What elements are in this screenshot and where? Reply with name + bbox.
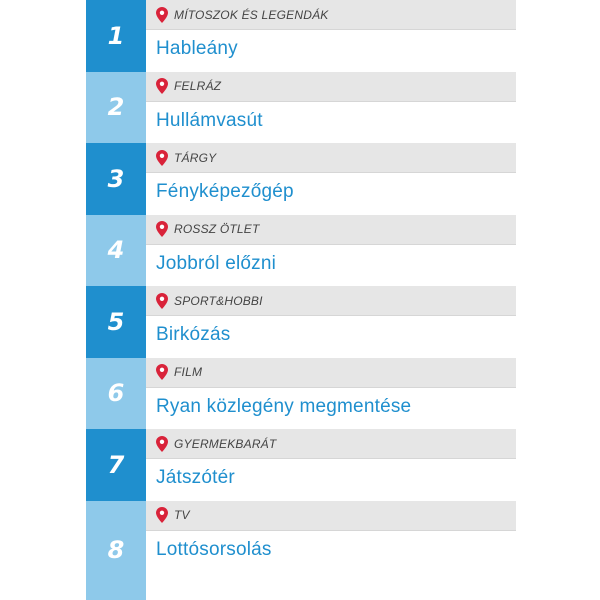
map-pin-icon <box>156 221 168 237</box>
answer-text: Ryan közlegény megmentése <box>156 395 412 417</box>
list-item <box>86 0 516 72</box>
category-label: TV <box>174 508 190 522</box>
item-number: 6 <box>86 358 146 430</box>
list-item <box>86 358 516 430</box>
category-label: FILM <box>174 365 203 379</box>
category-bar <box>146 358 516 388</box>
map-pin-icon <box>156 364 168 380</box>
category-label: ROSSZ ÖTLET <box>174 222 260 236</box>
answer-text: Hullámvasút <box>156 109 263 131</box>
category-label: TÁRGY <box>174 150 217 165</box>
category-bar <box>146 215 516 245</box>
category-bar <box>146 72 516 102</box>
category-label: MÍTOSZOK ÉS LEGENDÁK <box>174 7 329 22</box>
item-number: 4 <box>86 215 146 287</box>
answer-card <box>86 0 516 600</box>
map-pin-icon <box>156 436 168 452</box>
answer-text: Fényképezőgép <box>156 181 294 202</box>
category-bar <box>146 286 516 316</box>
map-pin-icon <box>156 78 168 94</box>
item-number: 2 <box>86 72 146 144</box>
map-pin-icon <box>156 507 168 523</box>
category-bar <box>146 0 516 30</box>
map-pin-icon <box>156 293 168 309</box>
item-number: 3 <box>86 143 146 215</box>
list-item <box>86 143 516 215</box>
category-bar <box>146 143 516 173</box>
list-item <box>86 72 516 144</box>
item-number: 7 <box>86 429 146 501</box>
list-item <box>86 286 516 358</box>
answer-text: Játszótér <box>156 467 235 488</box>
item-number: 8 <box>86 501 146 600</box>
list-item <box>86 429 516 501</box>
category-label: FELRÁZ <box>174 79 222 93</box>
item-number: 5 <box>86 286 146 358</box>
answer-text: Hableány <box>156 38 238 59</box>
answer-text: Lottósorsolás <box>156 538 272 560</box>
category-bar <box>146 429 516 459</box>
map-pin-icon <box>156 150 168 166</box>
answer-text: Jobbról előzni <box>156 252 277 274</box>
map-pin-icon <box>156 7 168 23</box>
list-item <box>86 215 516 287</box>
answer-text: Birkózás <box>156 324 231 345</box>
category-label: SPORT&HOBBI <box>174 293 263 308</box>
category-bar <box>146 501 516 531</box>
list-item <box>86 501 516 600</box>
category-label: GYERMEKBARÁT <box>174 436 277 451</box>
item-number: 1 <box>86 0 146 72</box>
